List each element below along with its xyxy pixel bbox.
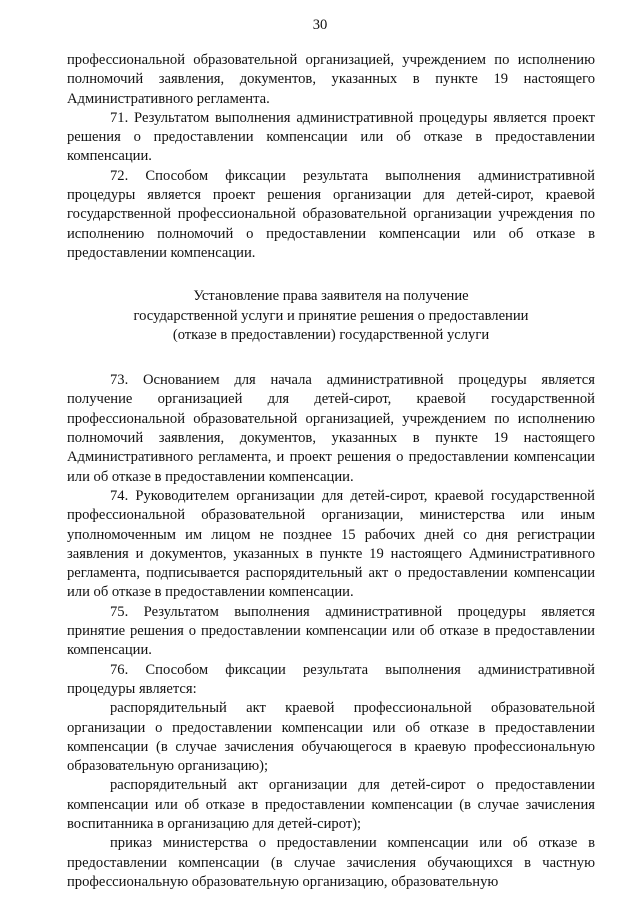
paragraph-71: 71. Результатом выполнения административной процедуры является проект решения о предоставлении компенсации или об отказе в предоставлении компенсации. xyxy=(67,109,595,165)
paragraph-73: 73. Основанием для начала административной процедуры является получение организацией для детей-сирот, краевой государственной профессиональной образовательной организацией, учреждением по исполнению полномочий заявления, документов, указанных в пункте 19 настоящего Административного регламента, и проект решения о предоставлении компенсации или об отказе в предоставлении компенсации. xyxy=(67,372,595,485)
list-item-regional-act: распорядительный акт краевой профессиональной образовательной организации о предоставлении компенсации или об отказе в предоставлении компенсации (в случае зачисления обучающегося в краевую профессиональную образовательную организацию); xyxy=(67,700,595,775)
paragraph-74: 74. Руководителем организации для детей-сирот, краевой государственной профессиональной образовательной организации, министерства или иным уполномоченным им лицом не позднее 15 рабочих дней со дня регистрации заявления и документов, указанных в пункте 19 настоящего Административного регламента, подписывается распорядительный акт о предоставлении компенсации или об отказе в предоставлении компенсации. xyxy=(67,487,595,601)
paragraph-continuation: профессиональной образовательной организацией, учреждением по исполнению полномочий заявления, документов, указанных в пункте 19 настоящего Административного регламента. xyxy=(67,52,595,107)
document-body xyxy=(67,51,595,892)
list-item-ministry-order: приказ министерства о предоставлении компенсации или об отказе в предоставлении компенсации (в случае зачисления обучающихся в частную профессиональную образовательную организацию, образовательную xyxy=(67,835,595,890)
section-heading-line-3: (отказе в предоставлении) государственной услуги xyxy=(172,326,490,343)
section-heading-line-2: государственной услуги и принятие решения о предоставлении xyxy=(133,307,529,324)
paragraph-75: 75. Результатом выполнения административной процедуры является принятие решения о предоставлении компенсации или об отказе в предоставлении компенсации. xyxy=(67,603,595,659)
list-item-orphan-org-act: распорядительный акт организации для детей-сирот о предоставлении компенсации или об отказе в предоставлении компенсации (в случае зачисления воспитанника в организацию для детей-сирот); xyxy=(67,777,595,832)
paragraph-76: 76. Способом фиксации результата выполнения административной процедуры является: xyxy=(67,661,595,697)
section-heading xyxy=(67,287,595,345)
page-number: 30 xyxy=(312,17,328,33)
section-heading-line-1: Установление права заявителя на получение xyxy=(193,288,469,305)
paragraph-72: 72. Способом фиксации результата выполнения административной процедуры является проект решения организации для детей-сирот, краевой государственной профессиональной образовательной организации учреждения по исполнению полномочий о предоставлении компенсации или об отказе в предоставлении компенсации. xyxy=(67,167,595,261)
